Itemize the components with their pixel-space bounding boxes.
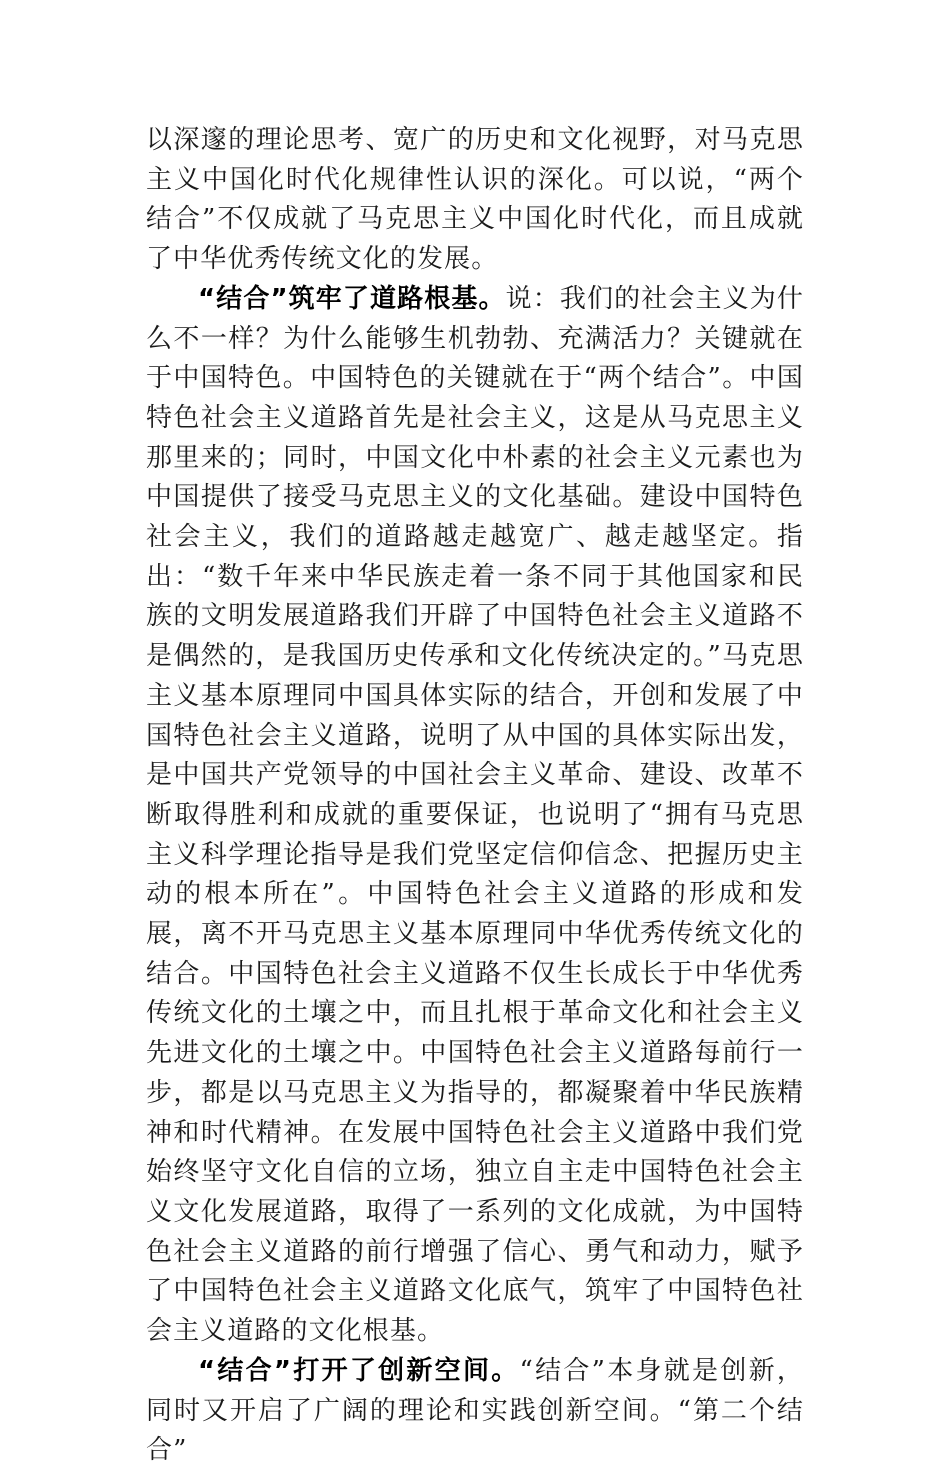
- section-heading: “结合”打开了创新空间。: [198, 1355, 520, 1386]
- section-heading: “结合”筑牢了道路根基。: [198, 283, 506, 314]
- paragraph-innovation-space: [146, 1352, 804, 1471]
- document-body: [146, 121, 804, 1471]
- paragraph-text: 以深邃的理论思考、宽广的历史和文化视野，对马克思主义中国化时代化规律性认识的深化。可以说，“两个结合”不仅成就了马克思主义中国化时代化，而且成就了中华优秀传统文化的发展。: [146, 125, 804, 275]
- paragraph-text: “结合”本身就是创新，同时又开启了广阔的理论和实践创新空间。“第二个结合”: [146, 1355, 804, 1466]
- paragraph-text: 说：我们的社会主义为什么不一样？为什么能够生机勃勃、充满活力？关键就在于中国特色。中国特色的关键就在于“两个结合”。中国特色社会主义道路首先是社会主义，这是从马克思主义那里来的；同时，中国文化中朴素的社会主义元素也为中国提供了接受马克思主义的文化基础。建设中国特色社会主义，我们的道路越走越宽广、越走越坚定。指出：“数千年来中华民族走着一条不同于其他国家和民族的文明发展道路我们开辟了中国特色社会主义道路不是偶然的，是我国历史传承和文化传统决定的。”马克思主义基本原理同中国具体实际的结合，开创和发展了中国特色社会主义道路，说明了从中国的具体实际出发，是中国共产党领导的中国社会主义革命、建设、改革不断取得胜利和成就的重要保证，也说明了“拥有马克思主义科学理论指导是我们党坚定信仰信念、把握历史主动的根本所在”。中国特色社会主义道路的形成和发展，离不开马克思主义基本原理同中华优秀传统文化的结合。中国特色社会主义道路不仅生长成长于中华优秀传统文化的土壤之中，而且扎根于革命文化和社会主义先进文化的土壤之中。中国特色社会主义道路每前行一步，都是以马克思主义为指导的，都凝聚着中华民族精神和时代精神。在发展中国特色社会主义道路中我们党始终坚守文化自信的立场，独立自主走中国特色社会主义文化发展道路，取得了一系列的文化成就，为中国特色社会主义道路的前行增强了信心、勇气和动力，赋予了中国特色社会主义道路文化底气，筑牢了中国特色社会主义道路的文化根基。: [146, 283, 804, 1347]
- paragraph-road-foundation: [146, 280, 804, 1352]
- paragraph-intro: [146, 121, 804, 280]
